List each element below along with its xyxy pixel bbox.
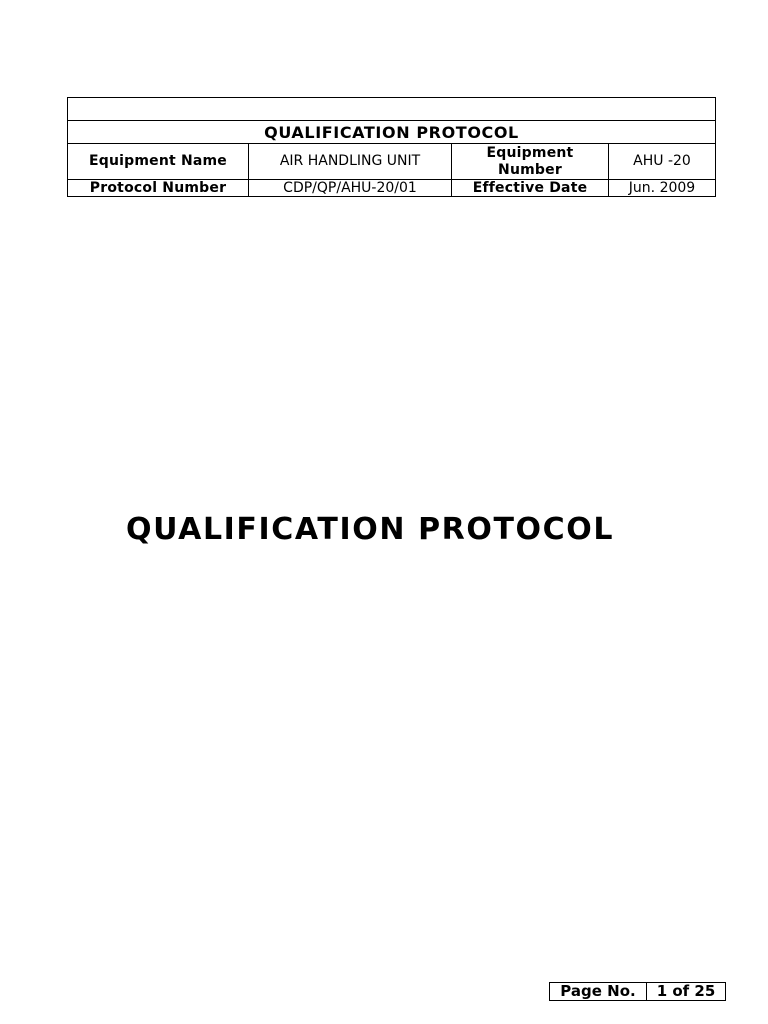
effective-date-label: Effective Date xyxy=(452,180,609,197)
equipment-name-label: Equipment Name xyxy=(68,144,249,180)
document-title: QUALIFICATION PROTOCOL xyxy=(126,512,615,547)
page-number-value: 1 of 25 xyxy=(647,983,726,1001)
header-title: QUALIFICATION PROTOCOL xyxy=(68,121,716,144)
effective-date-value: Jun. 2009 xyxy=(609,180,716,197)
header-title-row xyxy=(68,121,716,144)
header-blank-row xyxy=(68,98,716,121)
header-protocol-row xyxy=(68,180,716,197)
protocol-number-label: Protocol Number xyxy=(68,180,249,197)
equipment-number-label: Equipment Number xyxy=(452,144,609,180)
header-equipment-row xyxy=(68,144,716,180)
page-number-row xyxy=(550,983,726,1001)
page-number-box xyxy=(549,982,726,1001)
page-number-label: Page No. xyxy=(550,983,647,1001)
equipment-number-value: AHU -20 xyxy=(609,144,716,180)
header-blank-cell xyxy=(68,98,716,121)
equipment-name-value: AIR HANDLING UNIT xyxy=(249,144,452,180)
protocol-number-value: CDP/QP/AHU-20/01 xyxy=(249,180,452,197)
document-header-table xyxy=(67,97,716,197)
